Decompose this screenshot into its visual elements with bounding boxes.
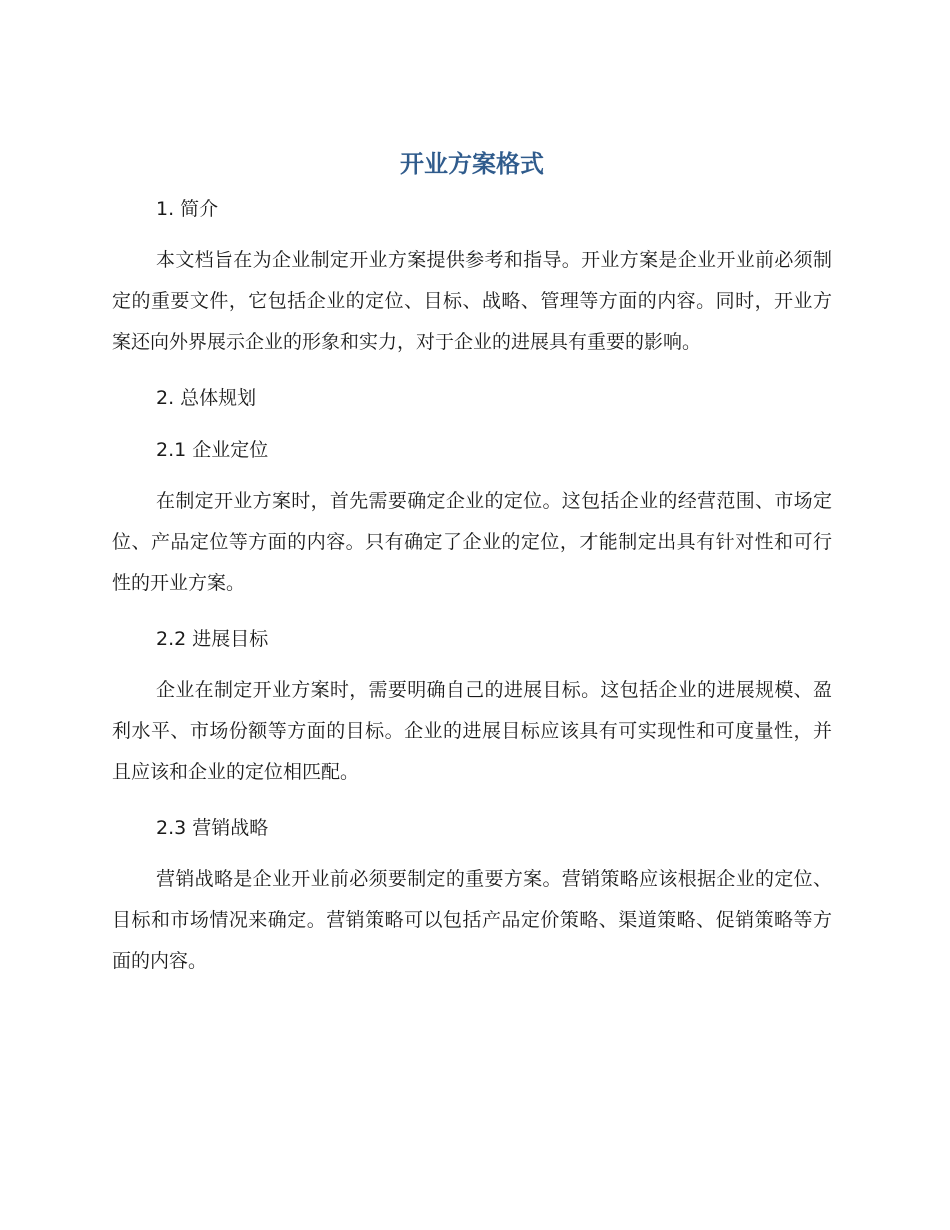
document-title: 开业方案格式 bbox=[400, 150, 544, 178]
section-text-marketing: 营销战略是企业开业前必须要制定的重要方案。营销策略应该根据企业的定位、目标和市场情况来确定。营销策略可以包括产品定价策略、渠道策略、促销策略等方面的内容。 bbox=[112, 868, 832, 972]
section-heading-intro: 1. 简介 bbox=[156, 198, 219, 220]
section-heading-plan: 2. 总体规划 bbox=[156, 387, 257, 409]
section-text-intro: 本文档旨在为企业制定开业方案提供参考和指导。开业方案是企业开业前必须制定的重要文件，它包括企业的定位、目标、战略、管理等方面的内容。同时，开业方案还向外界展示企业的形象和实力，对于企业的进展具有重要的影响。 bbox=[112, 249, 832, 353]
section-heading-goals: 2.2 进展目标 bbox=[156, 628, 269, 650]
section-heading-positioning: 2.1 企业定位 bbox=[156, 439, 269, 461]
section-heading-marketing: 2.3 营销战略 bbox=[156, 817, 269, 839]
section-text-positioning: 在制定开业方案时，首先需要确定企业的定位。这包括企业的经营范围、市场定位、产品定位等方面的内容。只有确定了企业的定位，才能制定出具有针对性和可行性的开业方案。 bbox=[112, 490, 832, 594]
document-page bbox=[112, 140, 832, 982]
section-text-goals: 企业在制定开业方案时，需要明确自己的进展目标。这包括企业的进展规模、盈利水平、市场份额等方面的目标。企业的进展目标应该具有可实现性和可度量性，并且应该和企业的定位相匹配。 bbox=[112, 679, 832, 783]
